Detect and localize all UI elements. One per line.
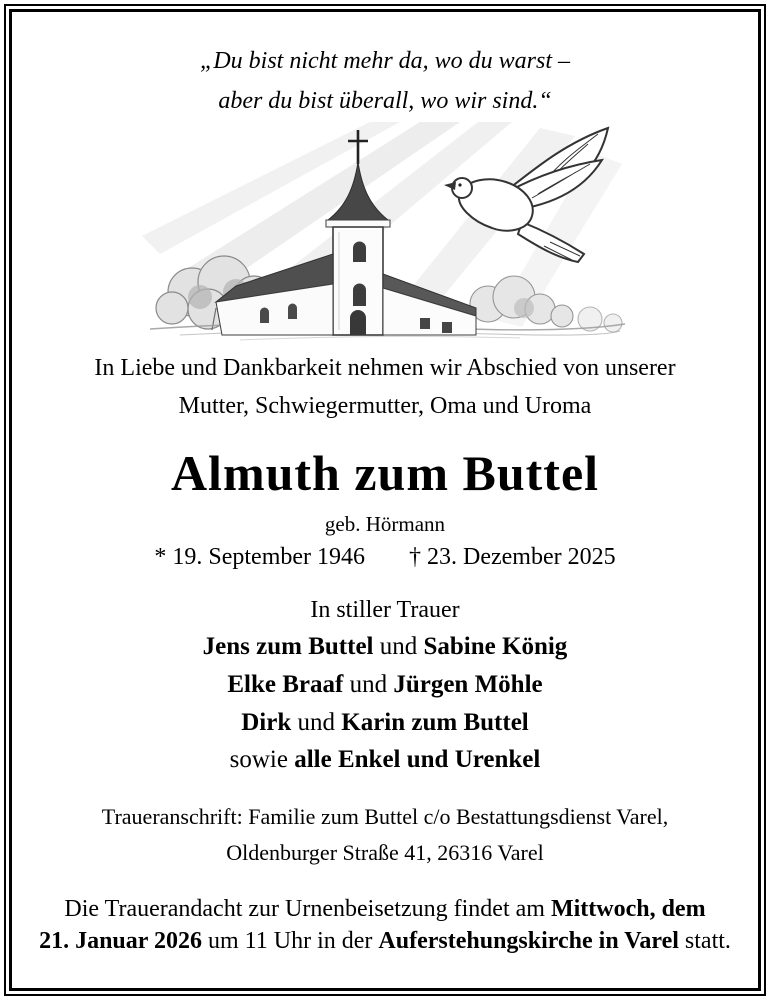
- annex-window: [442, 322, 452, 333]
- inner-border: [9, 9, 761, 991]
- service-info-line-1: [12, 896, 758, 923]
- outer-border: [4, 4, 766, 996]
- nave-window: [288, 304, 297, 320]
- mourner-name: Karin zum Buttel: [341, 709, 529, 736]
- mourner-line-2: [12, 671, 758, 699]
- service-date: 21. Januar 2026: [39, 928, 202, 954]
- quote-line-2: aber du bist überall, wo wir sind.“: [218, 88, 552, 114]
- mourner-name: Sabine König: [423, 633, 568, 660]
- life-dates: [12, 544, 758, 571]
- mourner-line-1: [12, 633, 758, 661]
- service-text: Die Trauerandacht zur Urnenbeisetzung findet am: [64, 896, 551, 922]
- conjunction: sowie: [229, 746, 295, 773]
- church-dove-illustration: [120, 122, 650, 347]
- mourner-line-4: [12, 746, 758, 774]
- mourner-name: Jens zum Buttel: [202, 633, 374, 660]
- mourning-address-line-1: Traueranschrift: Familie zum Buttel c/o Bestattungsdienst Varel,: [101, 804, 669, 829]
- intro-line-2: Mutter, Schwiegermutter, Oma und Uroma: [178, 393, 592, 419]
- service-day: Mittwoch, dem: [550, 896, 706, 922]
- dove-beak: [444, 182, 456, 190]
- death-date: † 23. Dezember 2025: [409, 544, 616, 570]
- mourner-name: Jürgen Möhle: [393, 671, 543, 698]
- conjunction: und: [343, 671, 394, 698]
- annex-window: [420, 318, 430, 329]
- mourning-header: In stiller Trauer: [310, 597, 460, 623]
- nave-window: [260, 308, 269, 324]
- mourner-line-3: [12, 709, 758, 737]
- service-location: Auferstehungskirche in Varel: [378, 928, 679, 954]
- conjunction: und: [291, 709, 342, 736]
- service-text: um 11 Uhr in der: [202, 928, 379, 954]
- mourner-name: Dirk: [241, 709, 292, 736]
- service-text: statt.: [678, 928, 731, 954]
- mourner-name: Elke Braaf: [227, 671, 344, 698]
- tower-door: [350, 310, 366, 335]
- birth-date: * 19. September 1946: [154, 544, 366, 570]
- intro-line-1: In Liebe und Dankbarkeit nehmen wir Abschied von unserer: [94, 355, 676, 381]
- tower-window: [353, 284, 366, 307]
- tower-window: [353, 242, 366, 263]
- deceased-name: Almuth zum Buttel: [170, 445, 600, 501]
- conjunction: und: [373, 633, 424, 660]
- service-info-line-2: [12, 928, 758, 955]
- mourning-address-line-2: Oldenburger Straße 41, 26316 Varel: [226, 840, 544, 865]
- quote-line-1: „Du bist nicht mehr da, wo du warst –: [199, 48, 571, 74]
- dove-eye: [458, 183, 461, 186]
- cornice: [326, 220, 390, 227]
- maiden-name: geb. Hörmann: [324, 512, 446, 536]
- mourner-name: alle Enkel und Urenkel: [294, 746, 541, 773]
